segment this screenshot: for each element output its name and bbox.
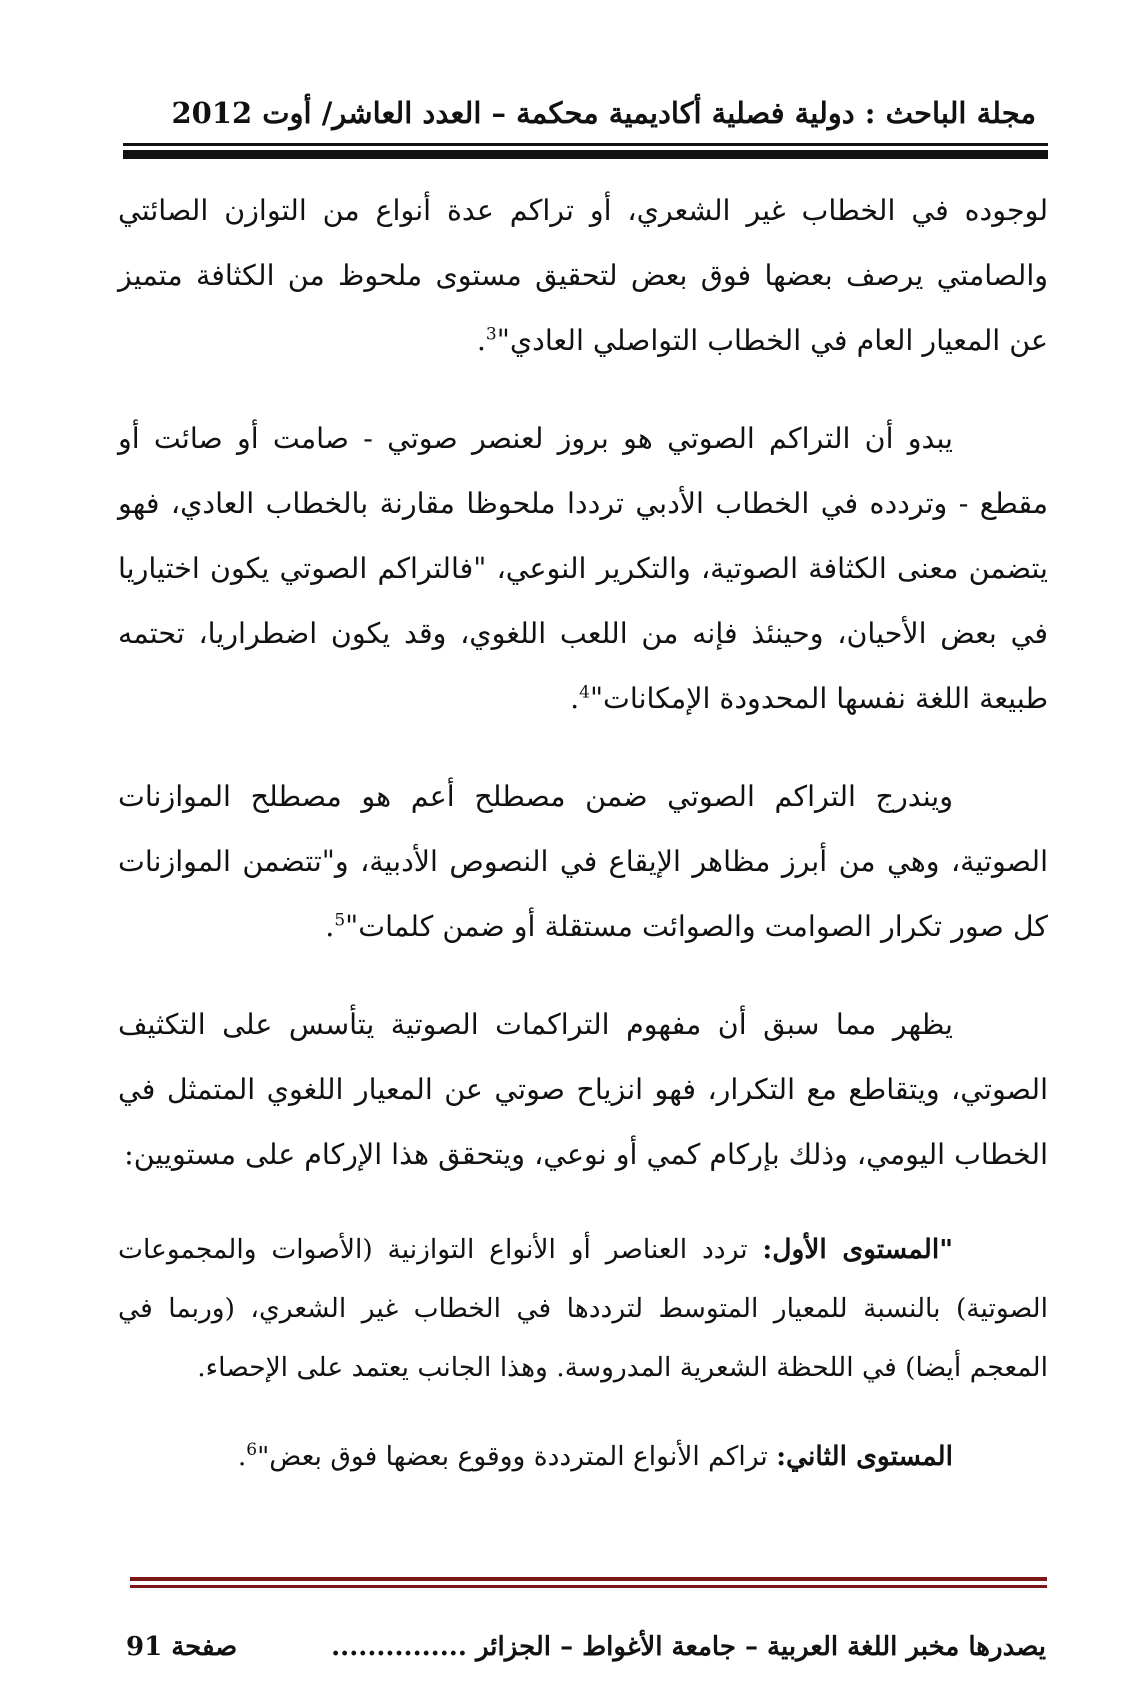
paragraph-2: يبدو أن التراكم الصوتي هو بروز لعنصر صوتي - صامت أو صائت أو مقطع - وتردده في الخطاب الأدبي ترددا ملحوظا مقارنة بالخطاب العادي، فهو يتضمن معنى الكثافة الصوتية، والتكرير النوعي، "فالتراكم الصوتي يكون اختياريا في بعض الأحيان، وحينئذ فإنه من اللعب اللغوي، وقد يكون اضطراريا، تحتمه طبيعة اللغة نفسها المحدودة الإمكانات"$^4$.	[118, 422, 1048, 715]
journal-header-title: مجلة الباحث : دولية فصلية أكاديمية محكمة – العدد العاشر/ أوت 2012	[171, 96, 1036, 130]
header-rule-thin	[123, 143, 1048, 146]
footer-rule-bottom	[130, 1585, 1047, 1588]
paragraph-4: يظهر مما سبق أن مفهوم التراكمات الصوتية يتأسس على التكثيف الصوتي، ويتقاطع مع التكرار، فهو انزياح صوتي عن المعيار اللغوي المتمثل في الخطاب اليومي، وذلك بإركام كمي أو نوعي، ويتحقق هذا الإركام على مستويين:	[118, 1008, 1048, 1171]
footnote-ref-6[interactable]: 6	[246, 1440, 258, 1461]
footer-publisher: يصدرها مخبر اللغة العربية – جامعة الأغواط – الجزائر ...............	[331, 1632, 1046, 1662]
footnote-ref-4[interactable]: 4	[579, 682, 590, 703]
level-two-paragraph: المستوى الثاني: تراكم الأنواع المترددة ووقوع بعضها فوق بعض"$^6$.	[237, 1440, 953, 1472]
footer-page-number: صفحة 91	[126, 1632, 238, 1662]
article-body	[118, 178, 1048, 1516]
level-one-label: "المستوى الأول:	[762, 1234, 953, 1265]
paragraph-3: ويندرج التراكم الصوتي ضمن مصطلح أعم هو مصطلح الموازنات الصوتية، وهي من أبرز مظاهر الإيقاع في النصوص الأدبية، و"تتضمن الموازنات كل صور تكرار الصوامت والصوائت مستقلة أو ضمن كلمات"$^5$.	[118, 780, 1048, 943]
footnote-ref-5[interactable]: 5	[334, 910, 346, 931]
footnote-ref-3[interactable]: 3	[485, 324, 497, 345]
paragraph-1: لوجوده في الخطاب غير الشعري، أو تراكم عدة أنواع من التوازن الصائتي والصامتي يرصف بعضها فوق بعض لتحقيق مستوى ملحوظ من الكثافة متميز عن المعيار العام في الخطاب التواصلي العادي"$^3$.	[118, 194, 1048, 357]
level-one-paragraph: "المستوى الأول: تردد العناصر أو الأنواع التوازنية (الأصوات والمجموعات الصوتية) بالنسبة للمعيار المتوسط لترددها في الخطاب غير الشعري، (وربما في المعجم أيضا) في اللحظة الشعرية المدروسة. وهذا الجانب يعتمد على الإحصاء.	[118, 1234, 1048, 1383]
level-two-label: المستوى الثاني:	[776, 1441, 953, 1472]
footer-rule-top	[130, 1577, 1047, 1581]
header-rule-thick	[123, 150, 1048, 159]
